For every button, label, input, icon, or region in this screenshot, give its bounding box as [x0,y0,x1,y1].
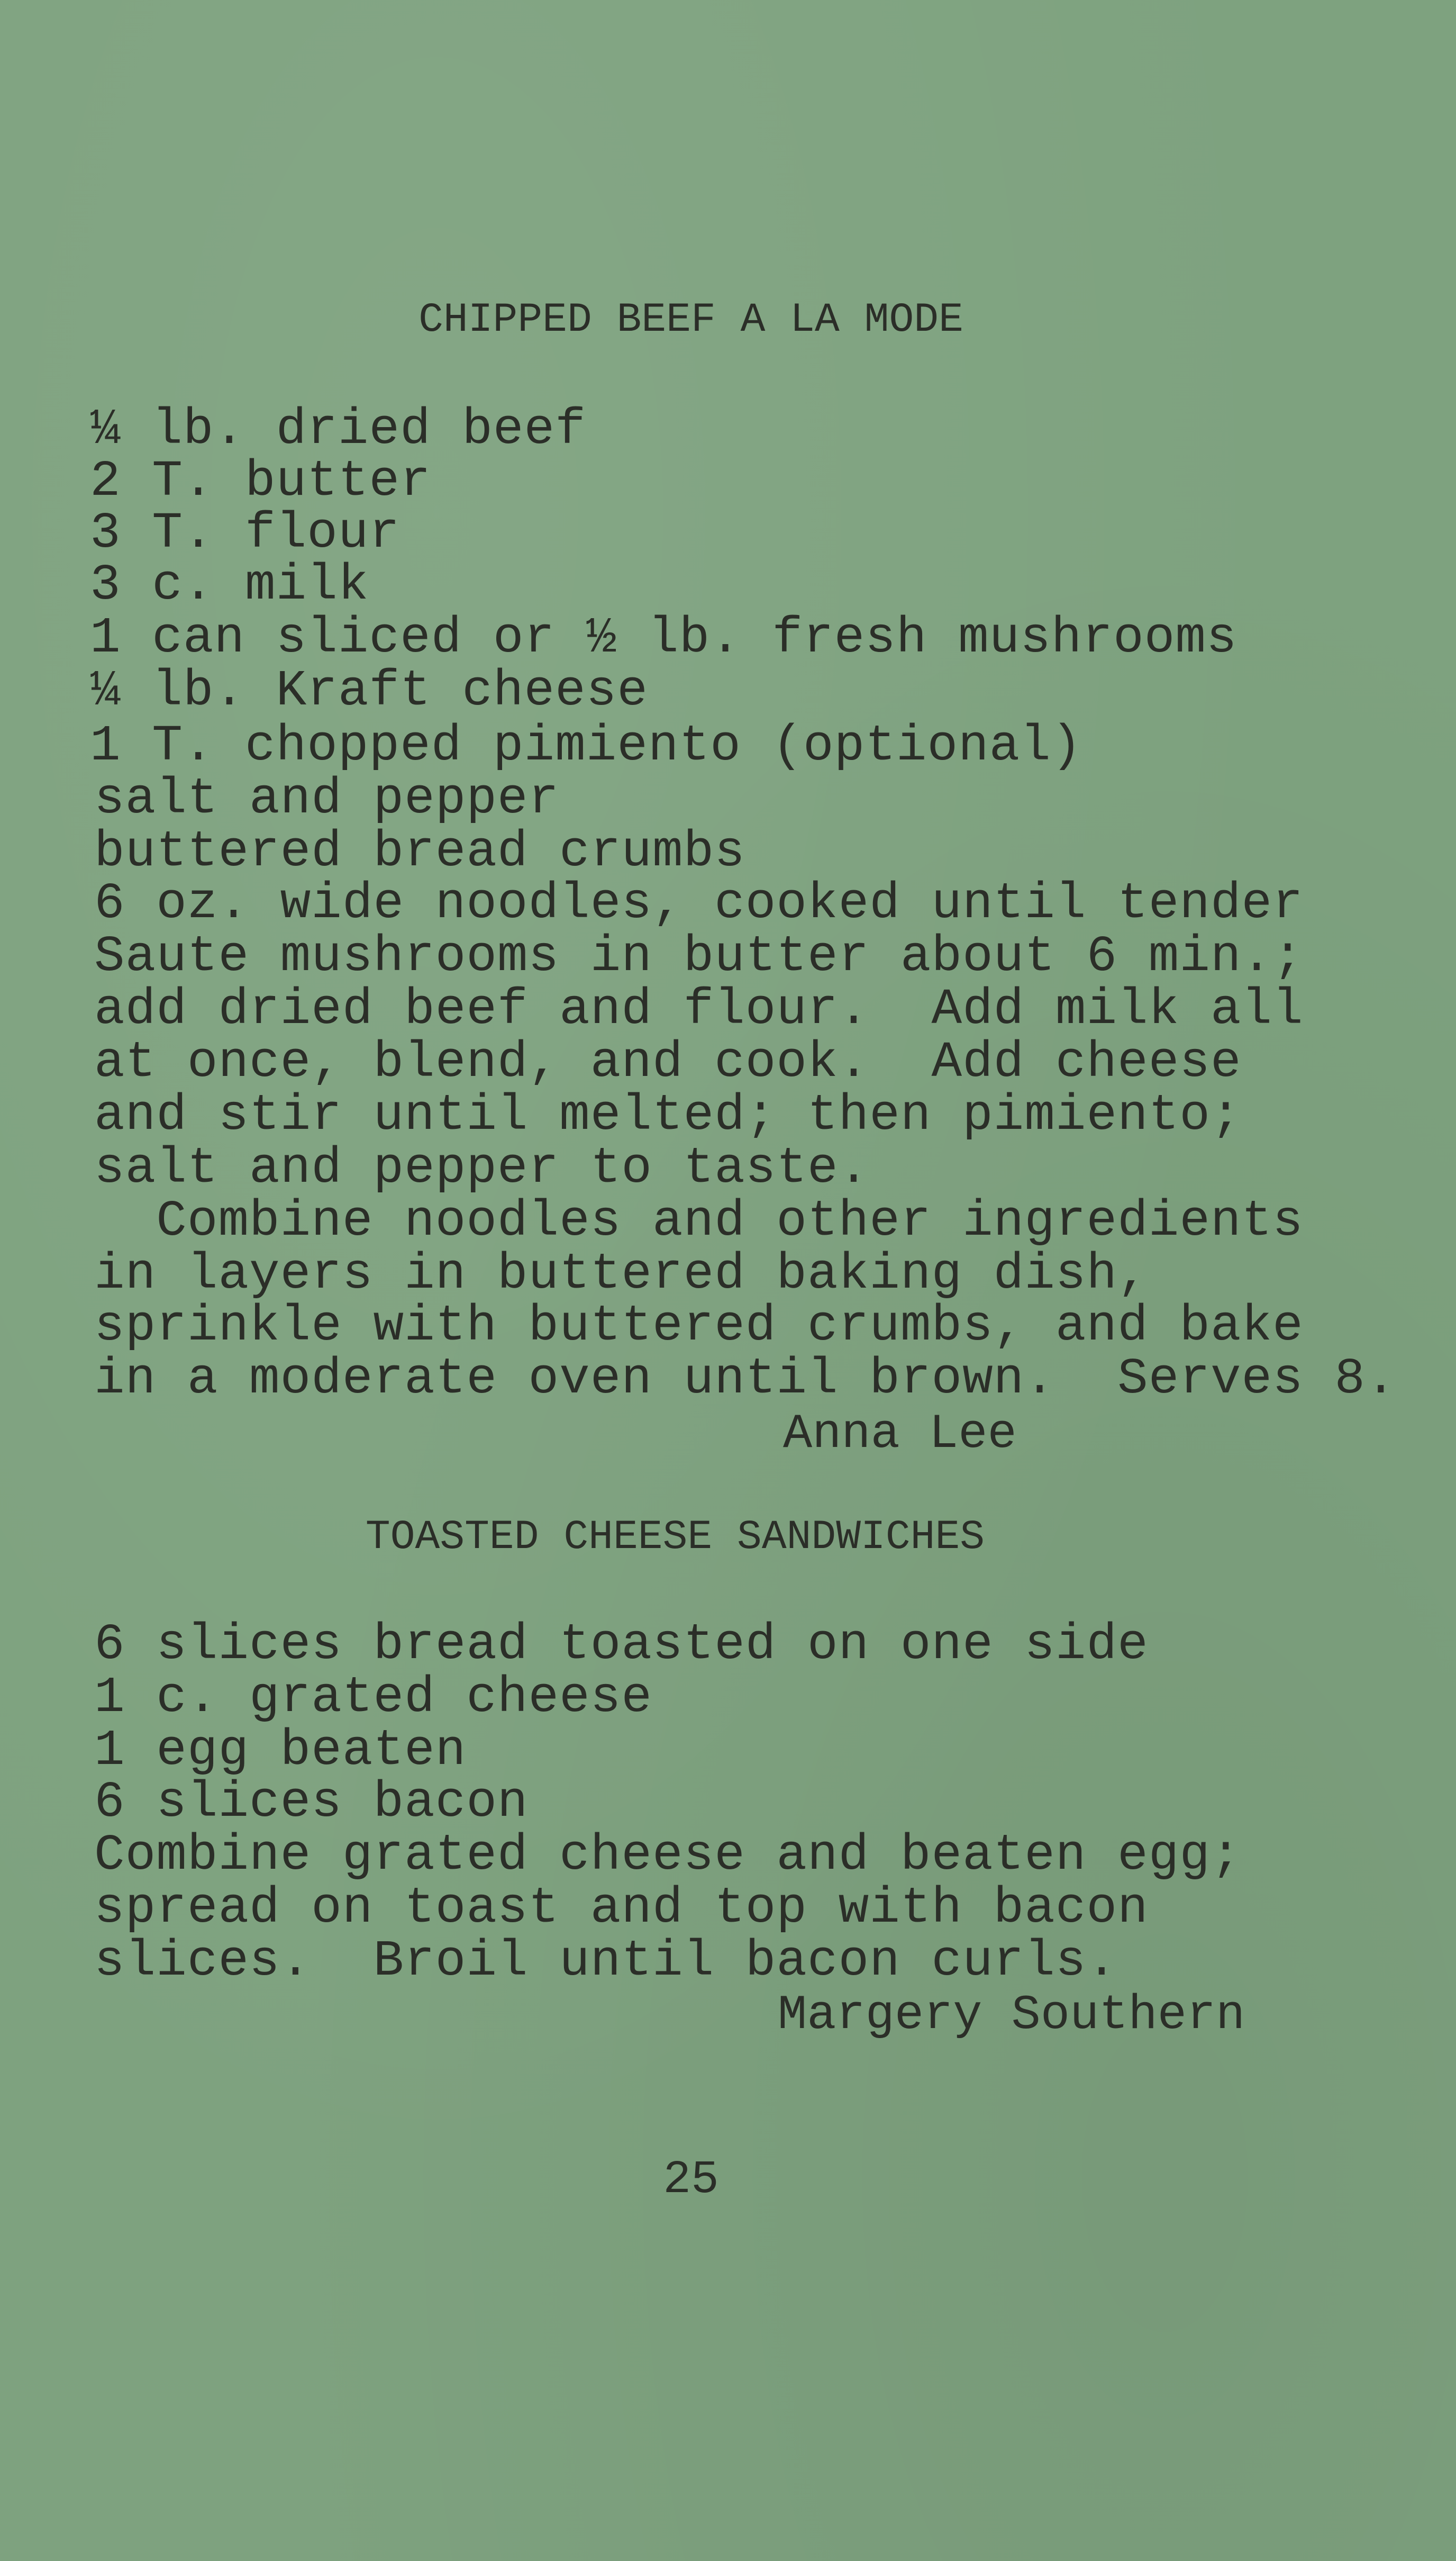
recipe-line: sprinkle with buttered crumbs, and bake [94,1297,1304,1355]
recipe-line: Saute mushrooms in butter about 6 min.; [94,928,1304,985]
recipe-author: Anna Lee [783,1406,1017,1462]
recipe-line: ¼ lb. dried beef [90,401,586,458]
page-number: 25 [663,2154,719,2206]
recipe-line: salt and pepper to taste. [94,1139,870,1197]
recipe-line: 1 can sliced or ½ lb. fresh mushrooms [90,609,1237,667]
recipe-line: 6 slices bacon [94,1773,529,1831]
recipe-line: 3 c. milk [90,556,369,614]
recipe-line: 1 T. chopped pimiento (optional) [90,717,1082,775]
recipe-line: Combine noodles and other ingredients [94,1192,1304,1250]
recipe-line: salt and pepper [94,770,560,828]
recipe-line: 6 oz. wide noodles, cooked until tender [94,875,1304,933]
recipe-title: TOASTED CHEESE SANDWICHES [365,1514,985,1561]
recipe-line: 2 T. butter [90,453,431,510]
recipe-line: Combine grated cheese and beaten egg; [94,1826,1242,1884]
recipe-title: CHIPPED BEEF A LA MODE [418,297,963,343]
recipe-line: ¼ lb. Kraft cheese [90,662,648,720]
recipe-line: spread on toast and top with bacon [94,1879,1149,1937]
recipe-line: 3 T. flour [90,504,401,562]
recipe-line: slices. Broil until bacon curls. [94,1932,1118,1990]
recipe-line: buttered bread crumbs [94,823,745,881]
recipe-line: 1 c. grated cheese [94,1669,652,1726]
recipe-author: Margery Southern [778,1987,1245,2043]
recipe-line: at once, blend, and cook. Add cheese [94,1034,1242,1091]
recipe-line: in layers in buttered baking dish, [94,1245,1149,1303]
recipe-line: in a moderate oven until brown. Serves 8. [94,1350,1397,1408]
recipe-line: 6 slices bread toasted on one side [94,1616,1149,1673]
recipe-line: add dried beef and flour. Add milk all [94,981,1304,1038]
recipe-line: 1 egg beaten [94,1722,467,1779]
recipe-line: and stir until melted; then pimiento; [94,1087,1242,1144]
